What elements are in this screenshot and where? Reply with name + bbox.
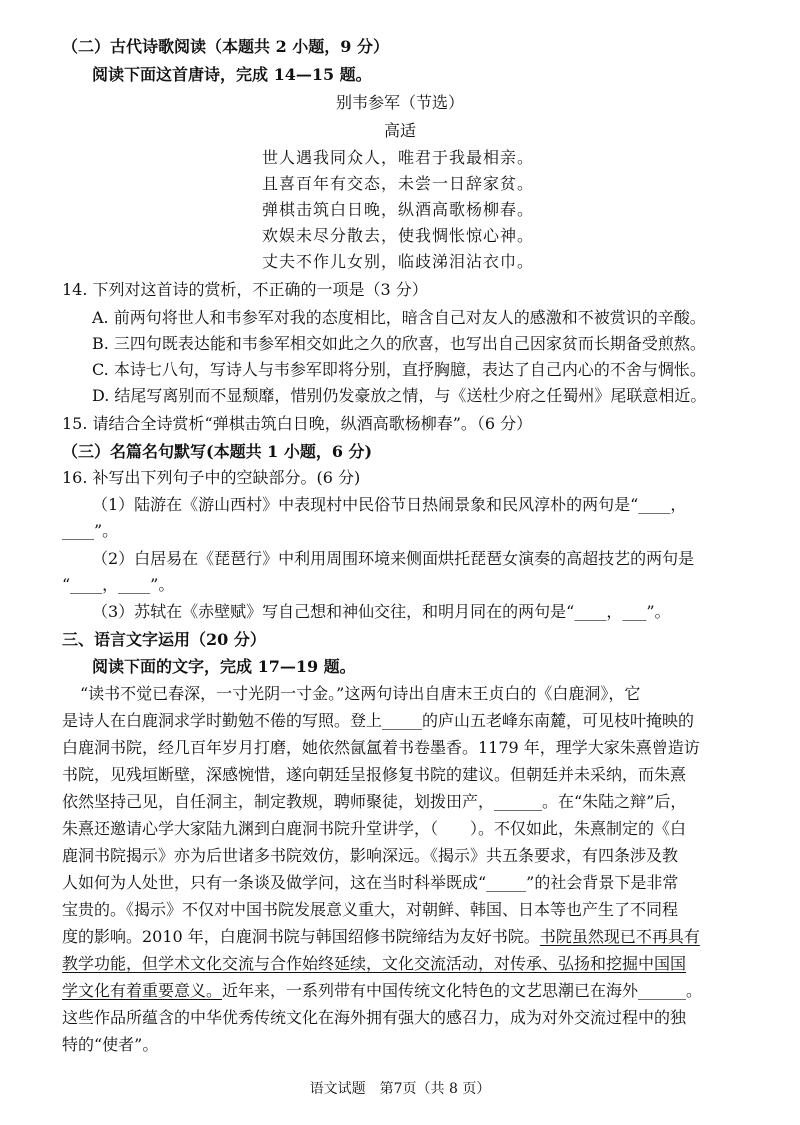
passage-line: 这些作品所蕴含的中华优秀传统文化在海外拥有强大的感召力，成为对外交流过程中的独 <box>62 1008 687 1027</box>
passage-text: 近年来，一系列带有中国传统文化特色的文艺思潮已在海外______。 <box>222 981 703 1000</box>
poem-author: 高适 <box>383 121 416 140</box>
passage-line <box>62 980 702 1002</box>
underlined-sentence: 书院虽然现已不再具有 <box>539 927 700 946</box>
passage-line: 白鹿洞书院，经几百年岁月打磨，她依然氤氲着书卷墨香。1179 年，理学大家朱熹曾造访 <box>62 738 700 757</box>
passage-line: 鹿洞书院揭示》亦为后世诸多书院效仿，影响深远。《揭示》共五条要求，有四条涉及教 <box>62 846 679 865</box>
part-heading-language: 三、语言文字运用（20 分） <box>62 630 266 649</box>
passage-line: 书院，见残垣断壁，深感惋惜，遂向朝廷呈报修复书院的建议。但朝廷并未采纳，而朱熹 <box>62 765 687 784</box>
passage-line: “读书不觉已春深，一寸光阴一寸金。”这两句诗出自唐末王贞白的《白鹿洞》，它 <box>80 684 641 703</box>
section-heading-poetry: （二）古代诗歌阅读（本题共 2 小题，9 分） <box>62 37 389 56</box>
poem-line: 弹棋击筑白日晚，纵酒高歌杨柳春。 <box>262 200 535 219</box>
question-16-stem: 16. 补写出下列句子中的空缺部分。(6 分) <box>62 468 361 487</box>
question-15-stem: 15. 请结合全诗赏析“弹棋击筑白日晚，纵酒高歌杨柳春”。（6 分） <box>62 414 533 433</box>
passage-line: 宝贵的。《揭示》不仅对中国书院发展意义重大，对朝鲜、韩国、日本等也产生了不同程 <box>62 900 679 919</box>
poem-line: 丈夫不作儿女别，临歧涕泪沾衣巾。 <box>262 252 535 271</box>
question-14-option-a: A. 前两句将世人和韦参军对我的态度相比，暗含自己对友人的感激和不被赏识的辛酸。 <box>92 308 706 327</box>
question-14-stem: 14. 下列对这首诗的赏析，不正确的一项是（3 分） <box>62 280 428 299</box>
question-16-item-2: （2）白居易在《琵琶行》中利用周围环境来侧面烘托琵琶女演奏的高超技艺的两句是 <box>92 549 695 568</box>
passage-line: 朱熹还邀请心学大家陆九渊到白鹿洞书院升堂讲学，（ ）。不仅如此，朱熹制定的《白 <box>62 819 687 838</box>
question-14-option-d: D. 结尾写离别而不显颓靡，惜别仍发豪放之情，与《送杜少府之任蜀州》尾联意相近。 <box>92 386 707 405</box>
section-heading-recitation: （三）名篇名句默写(本题共 1 小题，6 分) <box>62 442 373 461</box>
passage-line: 特的“使者”。 <box>62 1035 159 1054</box>
page-footer: 语文试题 第7页（共 8 页） <box>309 1081 491 1097</box>
poem-line: 且喜百年有交态，未尝一日辞家贫。 <box>262 174 535 193</box>
passage-line: 是诗人在白鹿洞求学时勤勉不倦的写照。登上_____的庐山五老峰东南麓，可见枝叶掩映的 <box>62 711 695 730</box>
question-16-item-1: （1）陆游在《游山西村》中表现村中民俗节日热闹景象和民风淳朴的两句是“____， <box>92 495 687 514</box>
question-16-item-3: （3）苏轼在《赤壁赋》写自己想和神仙交往，和明月同在的两句是“____，___”。 <box>92 602 671 621</box>
poem-line: 世人遇我同众人，唯君于我最相亲。 <box>262 148 535 167</box>
question-14-option-c: C. 本诗七八句，写诗人与韦参军即将分别，直抒胸臆，表达了自己内心的不舍与惆怅。 <box>92 360 706 379</box>
question-16-item-1-cont: ____”。 <box>62 521 119 540</box>
question-14-option-b: B. 三四句既表达能和韦参军相交如此之久的欣喜，也写出自己因家贫而长期备受煎熬。 <box>92 334 706 353</box>
poetry-instruction: 阅读下面这首唐诗，完成 14—15 题。 <box>92 65 372 84</box>
passage-instruction: 阅读下面的文字，完成 17—19 题。 <box>92 657 356 676</box>
passage-line: 人如何为人处世，只有一条谈及做学问，这在当时科举既成“_____”的社会背景下是非常 <box>62 873 679 892</box>
poem-line: 欢娱未尽分散去，使我惆怅惊心神。 <box>262 226 535 245</box>
passage-line: 依然坚持己见，自任洞主，制定教规，聘师聚徒，划拨田产，______。在“朱陆之辩”后， <box>62 792 687 811</box>
poem-title: 别韦参军（节选） <box>335 93 464 112</box>
question-16-item-2-cont: “____，____”。 <box>62 575 175 594</box>
passage-line <box>62 926 700 948</box>
underlined-sentence: 学文化有着重要意义。 <box>62 981 223 1000</box>
underlined-sentence: 教学功能，但学术文化交流与合作始终延续，文化交流活动，对传承、弘扬和挖掘中国国 <box>62 954 687 973</box>
passage-text: 度的影响。2010 年，白鹿洞书院与韩国绍修书院缔结为友好书院。 <box>62 927 540 946</box>
